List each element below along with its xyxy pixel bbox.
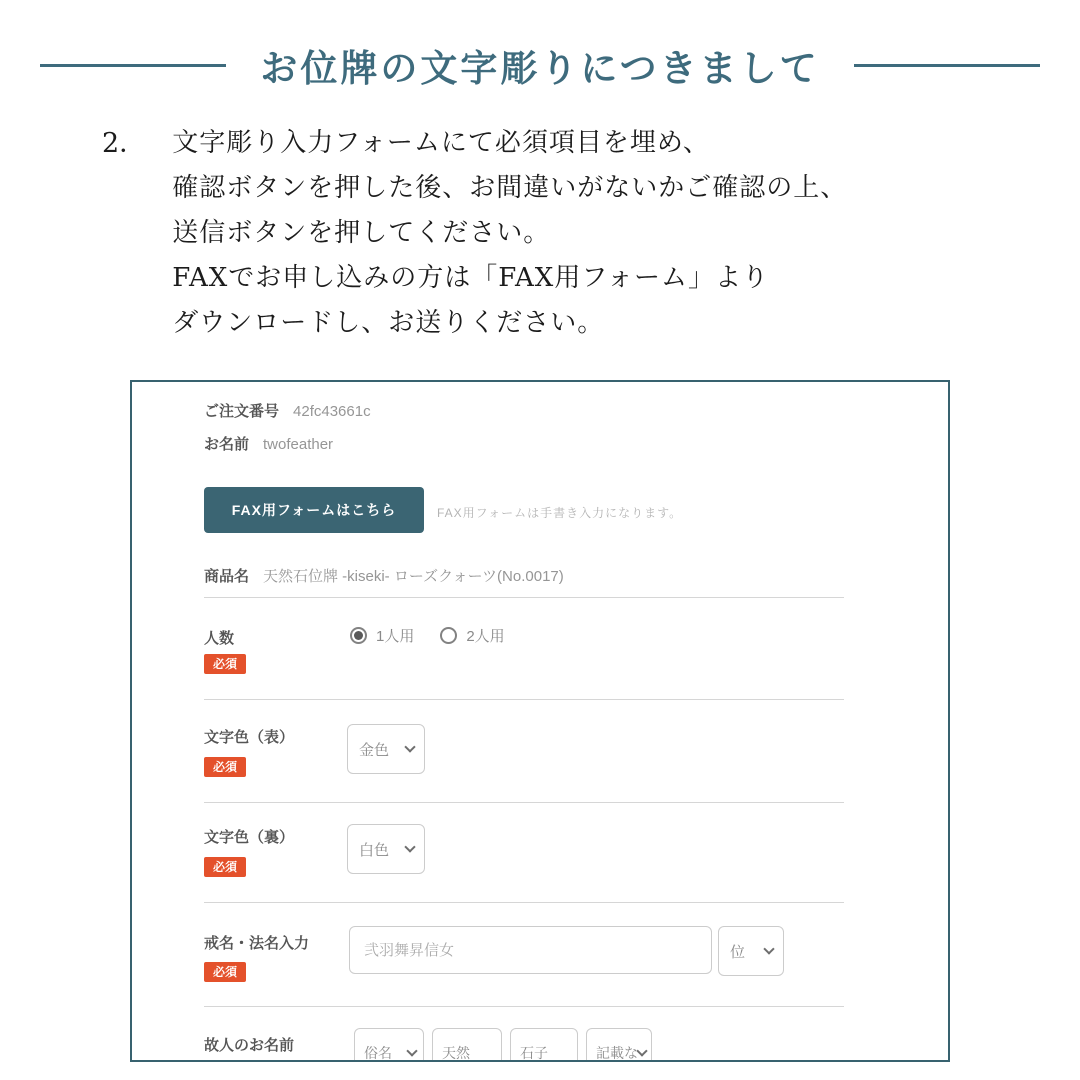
radio-checked-icon[interactable] bbox=[350, 627, 367, 644]
order-number-value: 42fc43661c bbox=[293, 403, 371, 420]
deceased-note-value: 記載な bbox=[596, 1045, 638, 1061]
deceased-note-select[interactable] bbox=[586, 1028, 652, 1062]
customer-name-row bbox=[204, 433, 333, 454]
page-header bbox=[0, 38, 1080, 92]
instruction-line: ダウンロードし、お送りください。 bbox=[172, 308, 605, 338]
product-row bbox=[204, 565, 564, 586]
customer-name-value: twofeather bbox=[263, 436, 334, 453]
deceased-name-type-value: 俗名 bbox=[364, 1045, 392, 1061]
required-badge: 必須 bbox=[204, 962, 246, 982]
order-form-inner bbox=[132, 382, 948, 1060]
fax-form-note: FAX用フォームは手書き入力になります。 bbox=[437, 506, 683, 520]
divider bbox=[204, 902, 844, 903]
radio-unchecked-icon[interactable] bbox=[440, 627, 457, 644]
radio-option-one-person[interactable] bbox=[350, 625, 414, 646]
required-badge: 必須 bbox=[204, 757, 246, 777]
divider bbox=[204, 802, 844, 803]
chevron-down-icon bbox=[404, 741, 415, 752]
kaimyo-input[interactable] bbox=[349, 926, 712, 974]
chevron-down-icon bbox=[404, 841, 415, 852]
instruction-lines bbox=[172, 121, 847, 346]
text-color-front-value: 金色 bbox=[359, 741, 390, 759]
radio-option-two-person[interactable] bbox=[440, 625, 504, 646]
required-badge: 必須 bbox=[204, 857, 246, 877]
kaimyo-rank-value: 位 bbox=[730, 943, 746, 961]
radio-option-label: 2人用 bbox=[466, 628, 505, 645]
text-color-back-select[interactable] bbox=[347, 824, 425, 874]
text-color-back-label: 文字色（裏） bbox=[204, 829, 295, 846]
deceased-family-name-input[interactable] bbox=[432, 1028, 502, 1062]
instruction-line: 確認ボタンを押した後、お間違いがないかご確認の上、 bbox=[172, 173, 848, 203]
kaimyo-rank-select[interactable] bbox=[718, 926, 784, 976]
order-form-panel bbox=[130, 380, 950, 1062]
page-title: お位牌の文字彫りにつきまして bbox=[260, 46, 820, 90]
instruction-line: FAXでお申し込みの方は「FAX用フォーム」より bbox=[172, 263, 770, 293]
chevron-down-icon bbox=[636, 1045, 647, 1056]
deceased-given-name-value: 石子 bbox=[520, 1045, 548, 1061]
fax-form-button[interactable]: FAX用フォームはこちら bbox=[204, 487, 424, 533]
title-rule-right bbox=[854, 64, 1040, 67]
divider bbox=[204, 1006, 844, 1007]
order-number-label: ご注文番号 bbox=[204, 403, 280, 420]
order-number-row bbox=[204, 400, 371, 421]
text-color-front-label: 文字色（表） bbox=[204, 729, 295, 746]
people-count-radio-group bbox=[350, 625, 505, 646]
product-value: 天然石位牌 -kiseki- ローズクォーツ(No.0017) bbox=[263, 568, 564, 585]
deceased-given-name-input[interactable] bbox=[510, 1028, 578, 1062]
deceased-family-name-value: 天然 bbox=[442, 1045, 470, 1061]
chevron-down-icon bbox=[763, 943, 774, 954]
chevron-down-icon bbox=[406, 1045, 417, 1056]
instruction-block bbox=[102, 121, 847, 346]
required-badge: 必須 bbox=[204, 654, 246, 674]
deceased-name-label: 故人のお名前 bbox=[204, 1037, 295, 1054]
title-rule-left bbox=[40, 64, 226, 67]
divider bbox=[204, 699, 844, 700]
kaimyo-label: 戒名・法名入力 bbox=[204, 935, 310, 952]
divider bbox=[204, 597, 844, 598]
instruction-line: 送信ボタンを押してください。 bbox=[172, 218, 551, 248]
customer-name-label: お名前 bbox=[204, 436, 250, 453]
deceased-name-type-select[interactable] bbox=[354, 1028, 424, 1062]
instruction-number: 2． bbox=[102, 128, 147, 159]
instruction-line: 文字彫り入力フォームにて必須項目を埋め、 bbox=[172, 128, 710, 158]
people-count-label: 人数 bbox=[204, 630, 235, 647]
text-color-front-select[interactable] bbox=[347, 724, 425, 774]
text-color-back-value: 白色 bbox=[359, 841, 390, 859]
product-label: 商品名 bbox=[204, 568, 250, 585]
radio-option-label: 1人用 bbox=[376, 628, 415, 645]
